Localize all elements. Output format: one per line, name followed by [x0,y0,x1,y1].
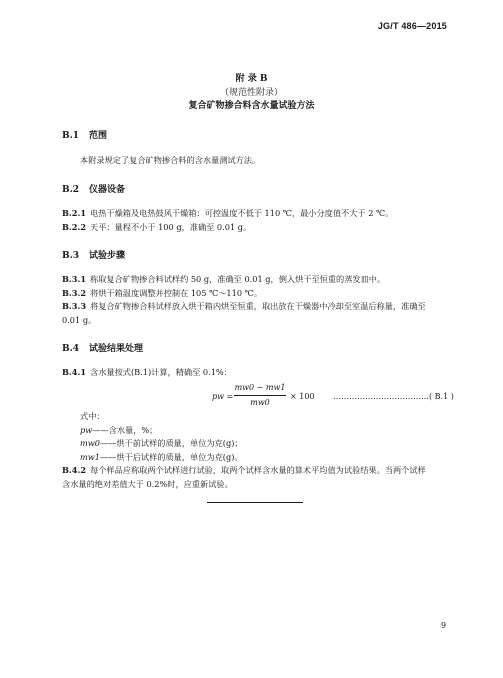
standard-number: JG/T 486—2015 [377,21,447,31]
equation-label: ( B.1 ) [429,392,454,401]
appendix-subtitle: 复合矿物掺合料含水量试验方法 [188,101,315,111]
clause-number: B.2.2 [62,222,87,232]
equation-number [333,392,454,401]
section-number: B.4 [62,344,80,354]
clause-number: B.4.2 [62,465,87,475]
variable-desc: ——烘干后试样的质量，单位为克(g)。 [99,452,243,462]
formula-multiplier: × 100 [290,392,315,401]
variable-row [80,425,157,436]
clause-text: 每个样品应称取两个试样进行试验，取两个试样含水量的算术平均值为试验结果。当两个试样 [90,465,426,475]
leader-dots: ……………………………… [333,392,429,401]
clause-b2-1 [62,208,393,219]
section-title: 范围 [89,131,108,141]
clause-b4-2 [62,465,426,476]
section-title: 试验步骤 [89,251,126,261]
section-b1-text: 本附录规定了复合矿物掺合料的含水量测试方法。 [80,155,261,165]
variable-row [80,452,243,463]
clause-b3-3-continued: 0.01 g。 [62,315,97,325]
appendix-title: 附 录 B [235,74,268,84]
where-label: 式中： [80,411,105,421]
section-title: 仪器设备 [89,185,126,195]
variable-symbol: mw1 [80,452,100,462]
fraction-bar [234,395,286,396]
section-b4-heading [62,341,143,354]
section-number: B.3 [62,251,80,261]
clause-b3-1 [62,274,385,285]
page-number: 9 [441,621,447,630]
variable-symbol: pw [80,425,93,435]
formula-denominator: mw0 [250,398,270,407]
section-title: 试验结果处理 [89,344,144,354]
clause-b3-2 [62,288,262,299]
clause-text: 含水量按式(B.1)计算，精确至 0.1%： [90,367,232,377]
variable-desc: ——烘干前试样的质量，单位为克(g)； [99,438,243,448]
clause-text: 天平：量程不小于 100 g，准确至 0.01 g。 [90,222,252,232]
formula-lhs: pw = [212,392,234,401]
variable-row [80,438,243,449]
clause-b4-2-continued: 含水量的绝对差值大于 0.2%时，应重新试验。 [62,479,233,489]
appendix-nature: （规范性附录） [219,88,283,98]
clause-number: B.3.3 [62,301,87,311]
clause-number: B.3.1 [62,274,87,284]
clause-b3-3 [62,301,426,312]
clause-b4-1 [62,367,232,378]
formula-numerator: mw0 − mw1 [234,383,286,392]
section-b2-heading [62,182,125,195]
clause-text: 将复合矿物掺合料试样放入烘干箱内烘至恒重，取出放在干燥器中冷却至室温后称量，准确至 [90,301,426,311]
clause-number: B.4.1 [62,367,87,377]
section-b3-heading [62,248,125,261]
variable-desc: ——含水量，%； [92,425,158,435]
variable-symbol: mw0 [80,438,100,448]
section-number: B.1 [62,131,80,141]
end-rule [207,502,303,503]
clause-text: 电热干燥箱及电热鼓风干燥箱：可控温度不低于 110 ℃，最小分度值不大于 2 ℃。 [90,208,394,218]
clause-b2-2 [62,222,251,233]
clause-text: 称取复合矿物掺合料试样约 50 g，准确至 0.01 g，倒入烘干至恒重的蒸发皿中。 [90,274,386,284]
section-b1-heading [62,128,107,141]
formula-fraction [234,383,286,408]
clause-text: 将烘干箱温度调整并控制在 105 ℃～110 ℃。 [90,288,263,298]
clause-number: B.3.2 [62,288,87,298]
section-number: B.2 [62,185,80,195]
clause-number: B.2.1 [62,208,87,218]
